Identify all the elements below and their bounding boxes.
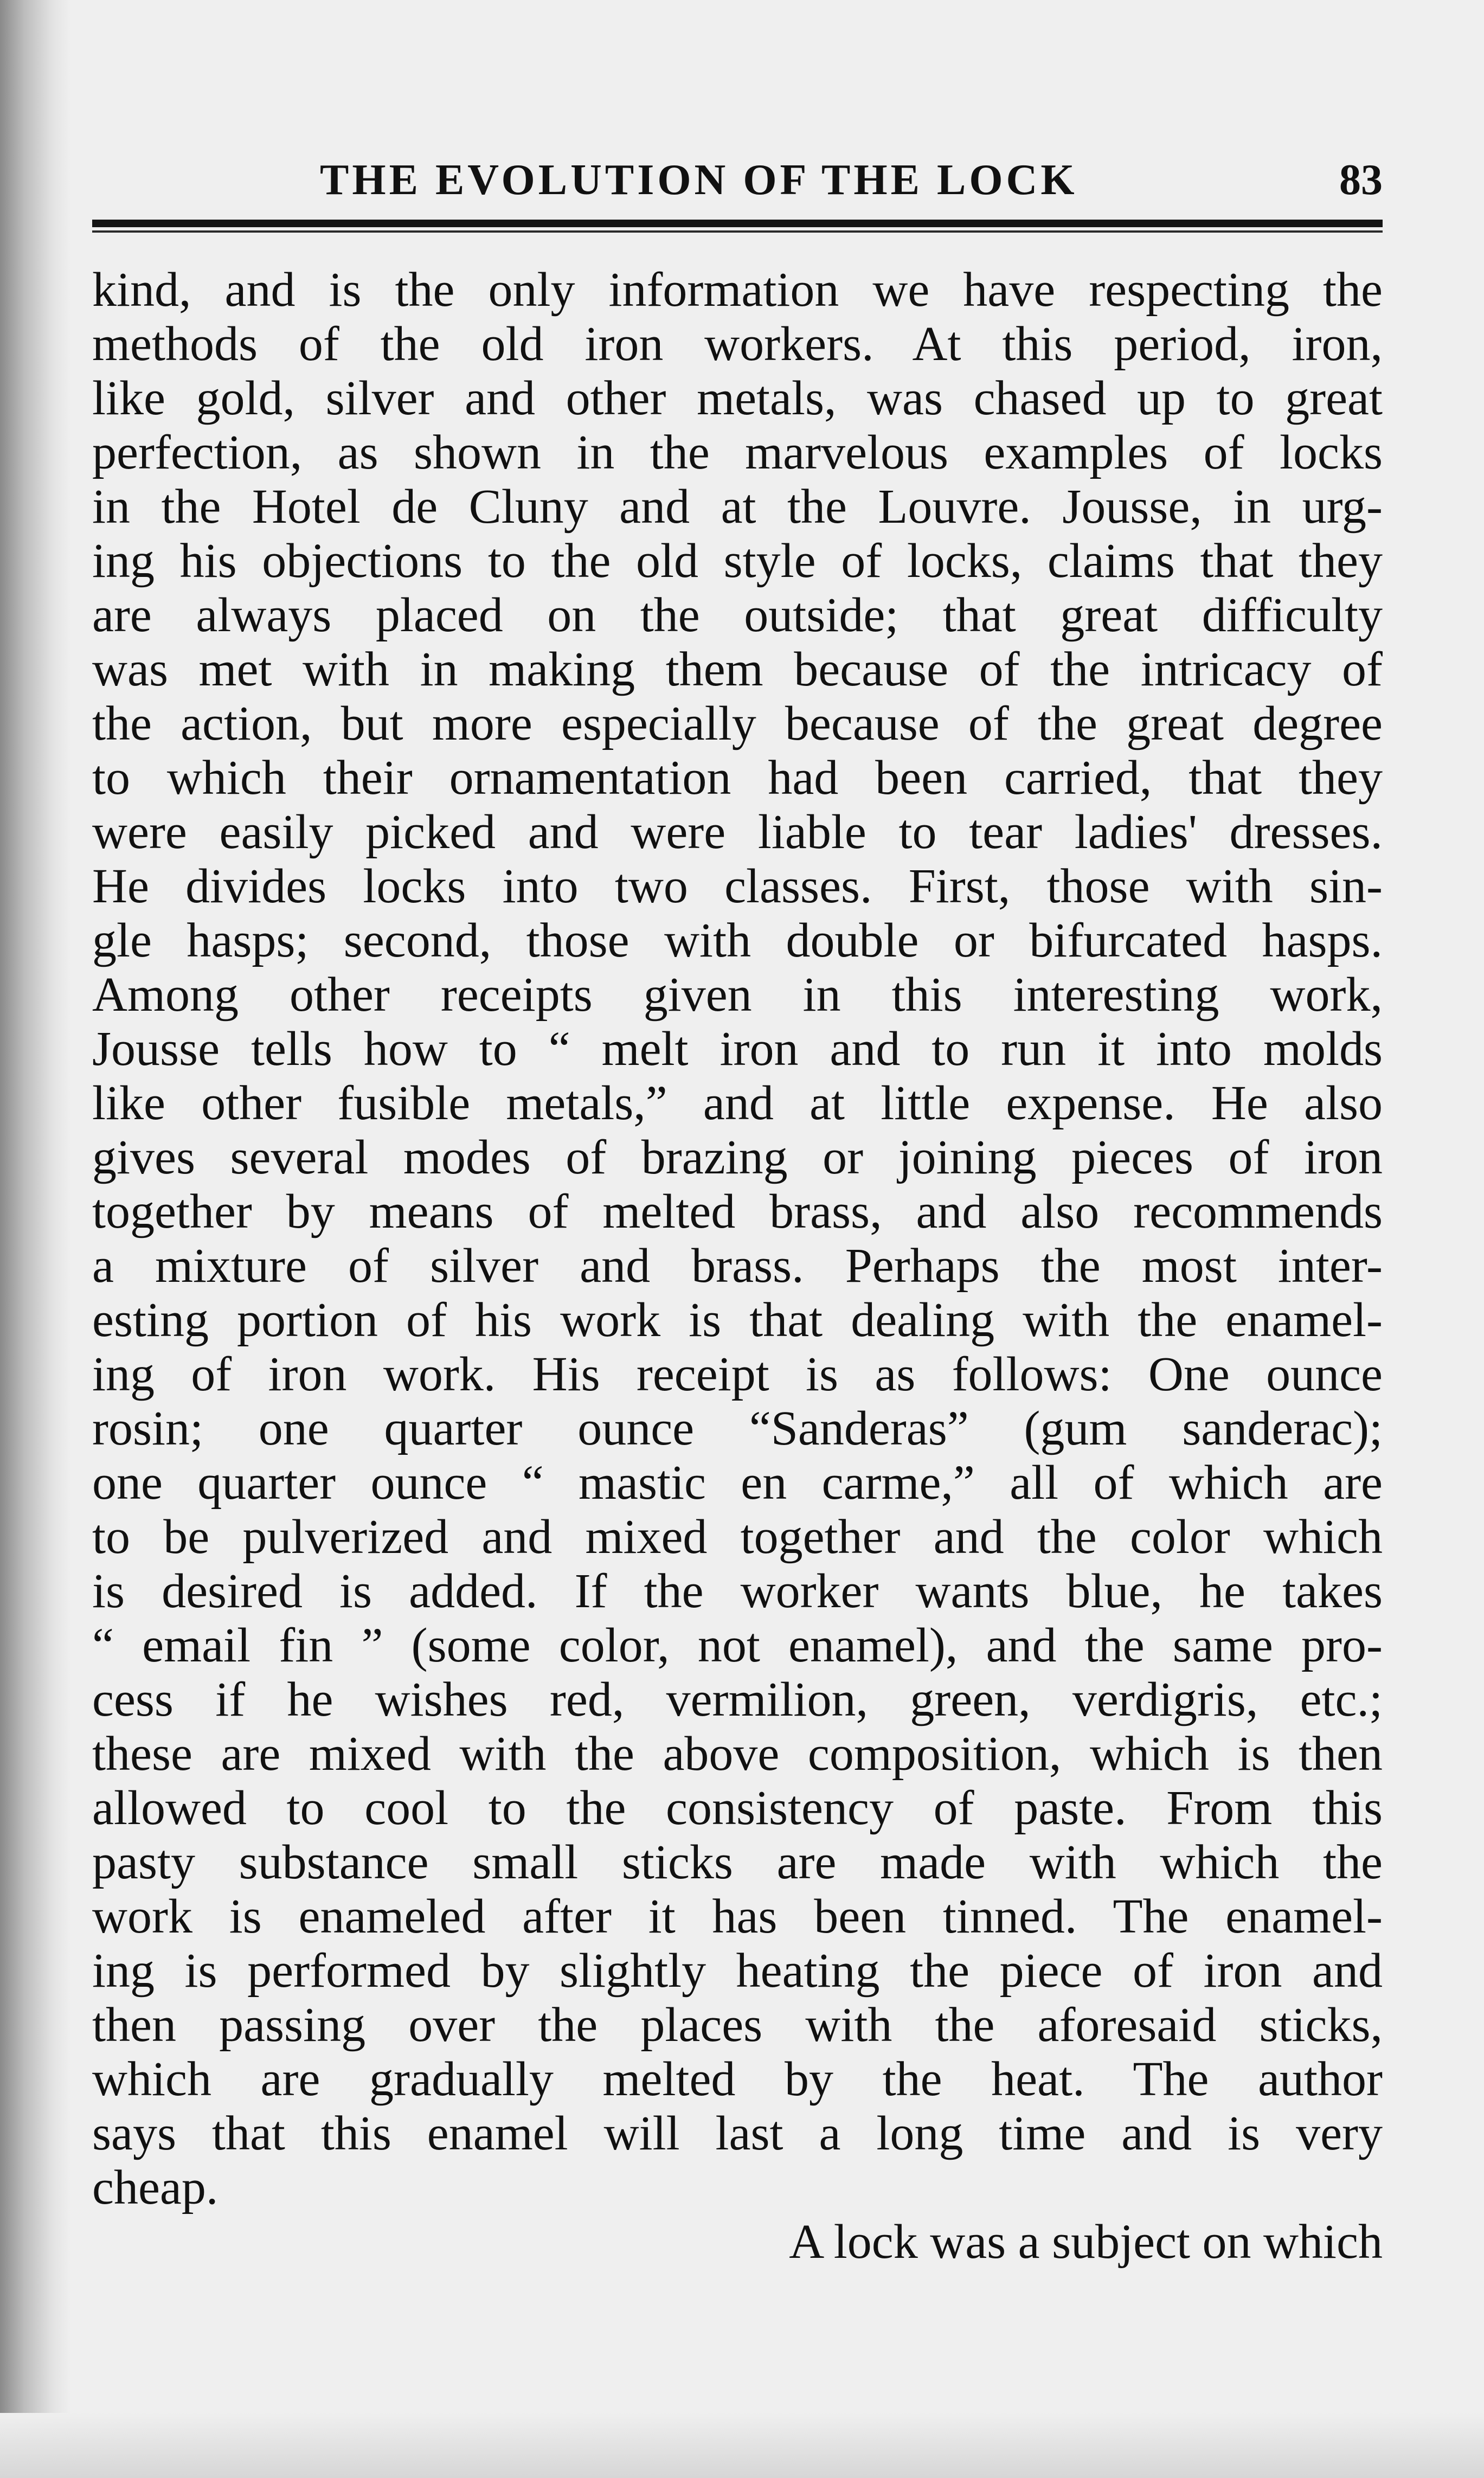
text-line: pasty substance small sticks are made with which the bbox=[92, 1835, 1383, 1889]
text-line: work is enameled after it has been tinned. The enamel- bbox=[92, 1890, 1383, 1943]
running-header bbox=[92, 153, 1383, 218]
binding-shadow bbox=[0, 0, 70, 2478]
text-line: A lock was a subject on which bbox=[789, 2215, 1383, 2269]
header-rule bbox=[92, 220, 1383, 227]
text-line: like gold, silver and other metals, was chased up to great bbox=[92, 371, 1383, 425]
text-line: was met with in making them because of the intricacy of bbox=[92, 643, 1383, 696]
text-line: like other fusible metals,” and at little expense. He also bbox=[92, 1076, 1383, 1130]
text-line: allowed to cool to the consistency of paste. From this bbox=[92, 1781, 1383, 1835]
text-line: cheap. bbox=[92, 2161, 219, 2214]
text-line: He divides locks into two classes. First, those with sin- bbox=[92, 859, 1383, 913]
text-line: is desired is added. If the worker wants blue, he takes bbox=[92, 1564, 1383, 1618]
text-line: perfection, as shown in the marvelous examples of locks bbox=[92, 426, 1383, 479]
text-line: cess if he wishes red, vermilion, green, verdigris, etc.; bbox=[92, 1673, 1383, 1726]
text-line: says that this enamel will last a long time and is very bbox=[92, 2107, 1383, 2160]
text-line: one quarter ounce “ mastic en carme,” all of which are bbox=[92, 1456, 1383, 1510]
text-line: were easily picked and were liable to tear ladies' dresses. bbox=[92, 805, 1383, 859]
text-line: are always placed on the outside; that great difficulty bbox=[92, 588, 1383, 642]
text-line: ing of iron work. His receipt is as follows: One ounce bbox=[92, 1347, 1383, 1401]
text-line: which are gradually melted by the heat. The author bbox=[92, 2052, 1383, 2106]
text-line: in the Hotel de Cluny and at the Louvre. Jousse, in urg- bbox=[92, 480, 1383, 534]
text-line: Jousse tells how to “ melt iron and to run it into molds bbox=[92, 1022, 1383, 1076]
text-line: together by means of melted brass, and also recommends bbox=[92, 1185, 1383, 1238]
text-line: rosin; one quarter ounce “Sanderas” (gum sanderac); bbox=[92, 1402, 1383, 1455]
text-line: the action, but more especially because of the great degree bbox=[92, 697, 1383, 750]
page-bottom-shadow bbox=[0, 2413, 1484, 2478]
text-line: then passing over the places with the aforesaid sticks, bbox=[92, 1998, 1383, 2052]
text-line: methods of the old iron workers. At this period, iron, bbox=[92, 317, 1383, 371]
text-line: to be pulverized and mixed together and the color which bbox=[92, 1510, 1383, 1564]
body-text bbox=[92, 263, 1383, 2269]
text-line: gives several modes of brazing or joining pieces of iron bbox=[92, 1131, 1383, 1184]
text-line: kind, and is the only information we have respecting the bbox=[92, 263, 1383, 317]
text-line: ing his objections to the old style of locks, claims that they bbox=[92, 534, 1383, 588]
text-line: a mixture of silver and brass. Perhaps the most inter- bbox=[92, 1239, 1383, 1293]
text-line: gle hasps; second, those with double or bifurcated hasps. bbox=[92, 914, 1383, 967]
text-line: Among other receipts given in this interesting work, bbox=[92, 968, 1383, 1022]
text-line: to which their ornamentation had been carried, that they bbox=[92, 751, 1383, 805]
text-line: “ email fin ” (some color, not enamel), and the same pro- bbox=[92, 1619, 1383, 1672]
page-number: 83 bbox=[1339, 156, 1383, 204]
running-title: THE EVOLUTION OF THE LOCK bbox=[320, 156, 1078, 204]
text-line: these are mixed with the above composition, which is then bbox=[92, 1727, 1383, 1781]
text-line: esting portion of his work is that dealing with the enamel- bbox=[92, 1293, 1383, 1347]
header-rule-thin bbox=[92, 230, 1383, 233]
text-line: ing is performed by slightly heating the piece of iron and bbox=[92, 1944, 1383, 1998]
